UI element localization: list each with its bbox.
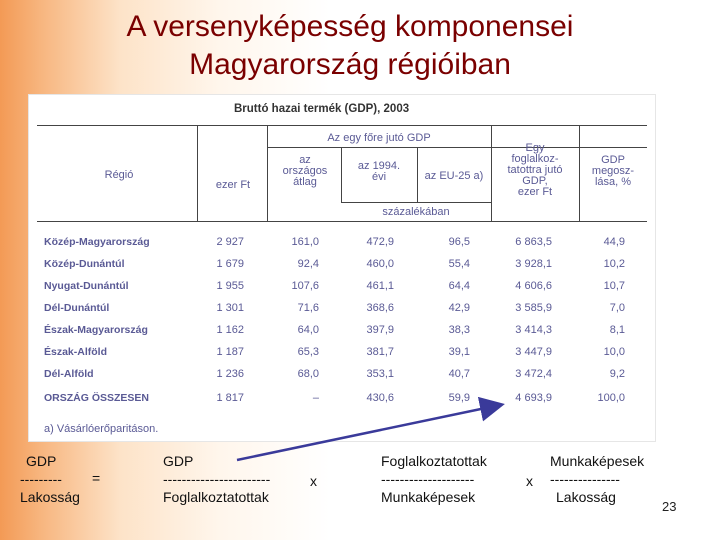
cell: 38,3 xyxy=(448,324,470,336)
cell: 92,4 xyxy=(297,258,319,270)
cell: 64,0 xyxy=(297,324,319,336)
header-per-employed: Egy foglalkoz- tatottra jutó GDP, ezer Ft xyxy=(507,142,563,198)
fraction-numerator: Munkaképesek xyxy=(550,453,645,469)
table-title: Bruttó hazai termék (GDP), 2003 xyxy=(234,103,410,115)
cell: 1 236 xyxy=(216,368,244,380)
cell: 9,2 xyxy=(609,368,625,380)
cell: 55,4 xyxy=(448,258,470,270)
cell: 96,5 xyxy=(448,236,470,248)
title-line-2: Magyarország régióiban xyxy=(189,48,511,81)
header-region: Régió xyxy=(104,169,134,181)
cell: 44,9 xyxy=(603,236,625,248)
cell: 68,0 xyxy=(297,368,319,380)
fraction-denominator: Foglalkoztatottak xyxy=(163,489,269,505)
cell: 7,0 xyxy=(609,302,625,314)
fraction-bar: --------------- xyxy=(550,471,620,487)
header-gdp-share: GDP megosz- lása, % xyxy=(591,154,635,188)
cell: 6 863,5 xyxy=(515,236,552,248)
cell: 3 414,3 xyxy=(515,324,552,336)
cell: 39,1 xyxy=(448,346,470,358)
cell: 1 301 xyxy=(216,302,244,314)
cell: 4 693,9 xyxy=(515,392,552,404)
cell: 472,9 xyxy=(366,236,394,248)
cell: 3 585,9 xyxy=(515,302,552,314)
header-national-avg: az országos átlag xyxy=(282,154,328,188)
table-footnote: a) Vásárlóerőparitáson. xyxy=(44,423,159,435)
header-thousand-ft: ezer Ft xyxy=(215,179,251,191)
page-number: 23 xyxy=(662,499,677,514)
cell: 1 817 xyxy=(216,392,244,404)
fraction-bar: ----------------------- xyxy=(163,471,271,487)
equals-sign: = xyxy=(92,470,101,486)
fraction-denominator: Lakosság xyxy=(20,489,80,505)
title-line-1: A versenyképesség komponensei xyxy=(126,10,574,43)
cell: 368,6 xyxy=(366,302,394,314)
cell: – xyxy=(312,392,319,404)
cell: 353,1 xyxy=(366,368,394,380)
cell: 2 927 xyxy=(216,236,244,248)
header-percent: százalékában xyxy=(382,206,450,218)
header-1994: az 1994. évi xyxy=(357,160,401,183)
cell: 1 187 xyxy=(216,346,244,358)
cell: 64,4 xyxy=(448,280,470,292)
cell: 10,2 xyxy=(603,258,625,270)
cell: 107,6 xyxy=(291,280,319,292)
cell: 3 447,9 xyxy=(515,346,552,358)
header-eu25: az EU-25 a) xyxy=(424,170,484,182)
header-per-capita: Az egy főre jutó GDP xyxy=(327,132,431,144)
cell: 1 955 xyxy=(216,280,244,292)
cell: 65,3 xyxy=(297,346,319,358)
multiply-sign-2: x xyxy=(526,473,533,489)
cell: 4 606,6 xyxy=(515,280,552,292)
cell: 1 679 xyxy=(216,258,244,270)
fraction-denominator: Munkaképesek xyxy=(381,489,476,505)
region-name: Nyugat-Dunántúl xyxy=(44,280,129,292)
cell: 397,9 xyxy=(366,324,394,336)
region-name: Közép-Dunántúl xyxy=(44,258,125,270)
cell: 460,0 xyxy=(366,258,394,270)
fraction-numerator: Foglalkoztatottak xyxy=(381,453,487,469)
fraction-bar: --------- xyxy=(20,471,62,487)
cell: 40,7 xyxy=(448,368,470,380)
cell: 381,7 xyxy=(366,346,394,358)
cell: 1 162 xyxy=(216,324,244,336)
cell: 59,9 xyxy=(448,392,470,404)
fraction-numerator: GDP xyxy=(163,453,194,469)
cell: 100,0 xyxy=(597,392,625,404)
cell: 461,1 xyxy=(366,280,394,292)
cell: 10,7 xyxy=(603,280,625,292)
region-name: Közép-Magyarország xyxy=(44,236,150,248)
cell: 161,0 xyxy=(291,236,319,248)
region-name: ORSZÁG ÖSSZESEN xyxy=(44,392,150,404)
region-name: Észak-Magyarország xyxy=(44,324,148,336)
cell: 71,6 xyxy=(297,302,319,314)
region-name: Észak-Alföld xyxy=(44,346,108,358)
cell: 42,9 xyxy=(448,302,470,314)
multiply-sign-1: x xyxy=(310,473,317,489)
cell: 8,1 xyxy=(609,324,625,336)
fraction-numerator: GDP xyxy=(26,453,57,469)
cell: 10,0 xyxy=(603,346,625,358)
cell: 430,6 xyxy=(366,392,394,404)
cell: 3 472,4 xyxy=(515,368,552,380)
fraction-denominator: Lakosság xyxy=(556,489,616,505)
region-name: Dél-Dunántúl xyxy=(44,302,110,314)
fraction-bar: -------------------- xyxy=(381,471,475,487)
cell: 3 928,1 xyxy=(515,258,552,270)
region-name: Dél-Alföld xyxy=(44,368,94,380)
